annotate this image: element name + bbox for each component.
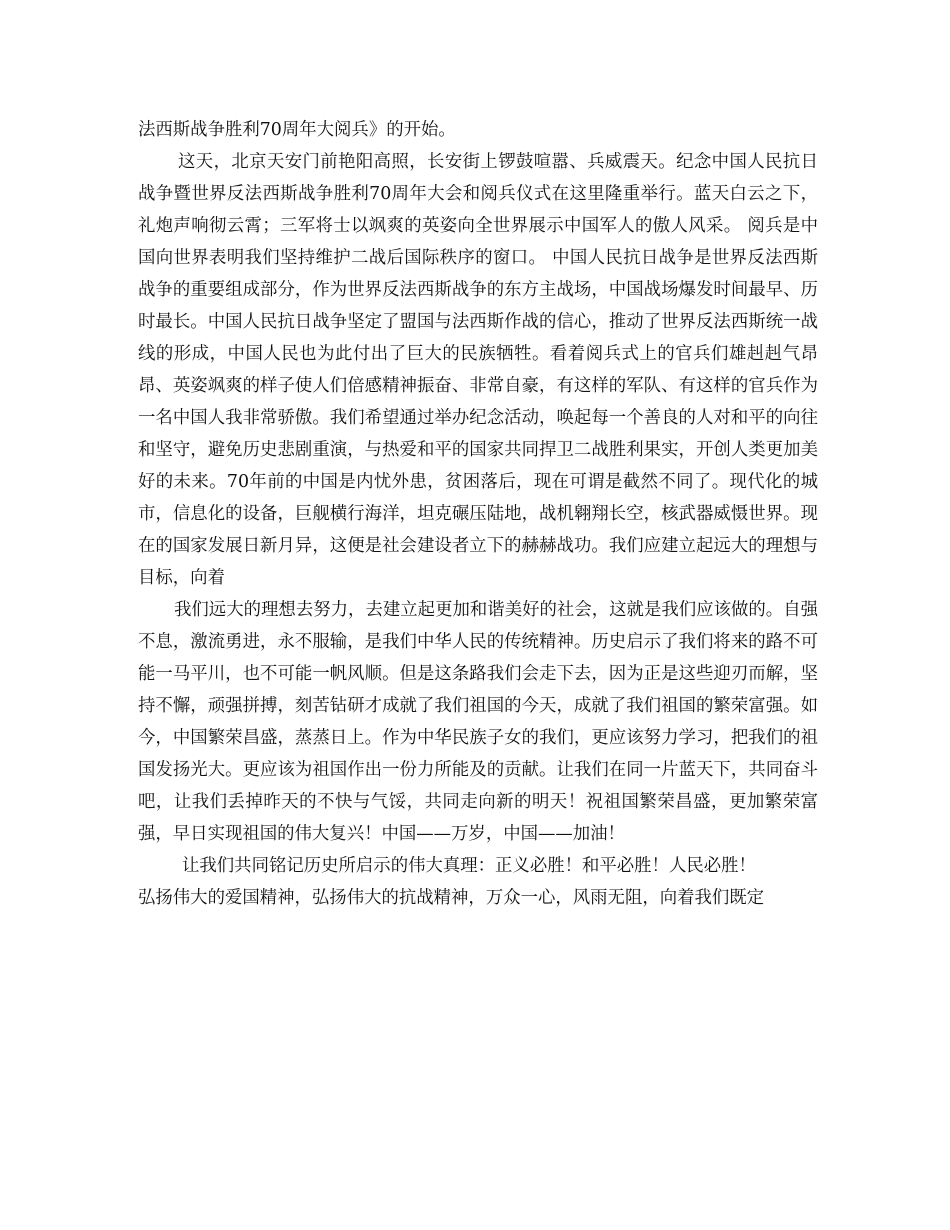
paragraph-remember-history: 让我们共同铭记历史所启示的伟大真理：正义必胜！和平必胜！人民必胜！ [182, 856, 756, 876]
document-body [138, 114, 818, 914]
paragraph-opening-fragment: 法西斯战争胜利70周年大阅兵》的开始。 [138, 120, 456, 140]
paragraph-ideals: 我们远大的理想去努力，去建立起更加和谐美好的社会，这就是我们应该做的。自强不息，激流勇进，永不服输，是我们中华人民的传统精神。历史启示了我们将来的路不可能一马平川，也不可能一帆风顺。但是这条路我们会走下去，因为正是这些迎刃而解，坚持不懈，顽强拼搏，刻苦钻研才成就了我们祖国的今天，成就了我们祖国的繁荣富强。如今，中国繁荣昌盛，蒸蒸日上。作为中华民族子女的我们，更应该努力学习，把我们的祖国发扬光大。更应该为祖国作出一份力所能及的贡献。让我们在同一片蓝天下，共同奋斗吧，让我们丢掉昨天的不快与气馁，共同走向新的明天！祝祖国繁荣昌盛，更加繁荣富强，早日实现祖国的伟大复兴！中国——万岁，中国——加油！ [138, 600, 818, 844]
paragraph-parade-day: 这天，北京天安门前艳阳高照，长安街上锣鼓喧嚣、兵威震天。纪念中国人民抗日战争暨世界反法西斯战争胜利70周年大会和阅兵仪式在这里隆重举行。蓝天白云之下，礼炮声响彻云霄；三军将士以飒爽的英姿向全世界展示中国军人的傲人风采。 阅兵是中国向世界表明我们坚持维护二战后国际秩序的窗口。 中国人民抗日战争是世界反法西斯战争的重要组成部分，作为世界反法西斯战争的东方主战场，中国战场爆发时间最早、历时最长。中国人民抗日战争坚定了盟国与法西斯作战的信心，推动了世界反法西斯统一战线的形成，中国人民也为此付出了巨大的民族牺牲。看着阅兵式上的官兵们雄赳赳气昂昂、英姿飒爽的样子使人们倍感精神振奋、非常自豪，有这样的军队、有这样的官兵作为一名中国人我非常骄傲。我们希望通过举办纪念活动，唤起每一个善良的人对和平的向往和坚守，避免历史悲剧重演，与热爱和平的国家共同捍卫二战胜利果实，开创人类更加美好的未来。70年前的中国是内忧外患，贫困落后，现在可谓是截然不同了。现代化的城市，信息化的设备，巨舰横行海洋，坦克碾压陆地，战机翱翔长空，核武器威慑世界。现在的国家发展日新月异，这便是社会建设者立下的赫赫战功。我们应建立起远大的理想与目标，向着 [138, 152, 818, 588]
paragraph-carry-forward: 弘扬伟大的爱国精神，弘扬伟大的抗战精神，万众一心，风雨无阻，向着我们既定 [138, 888, 765, 908]
